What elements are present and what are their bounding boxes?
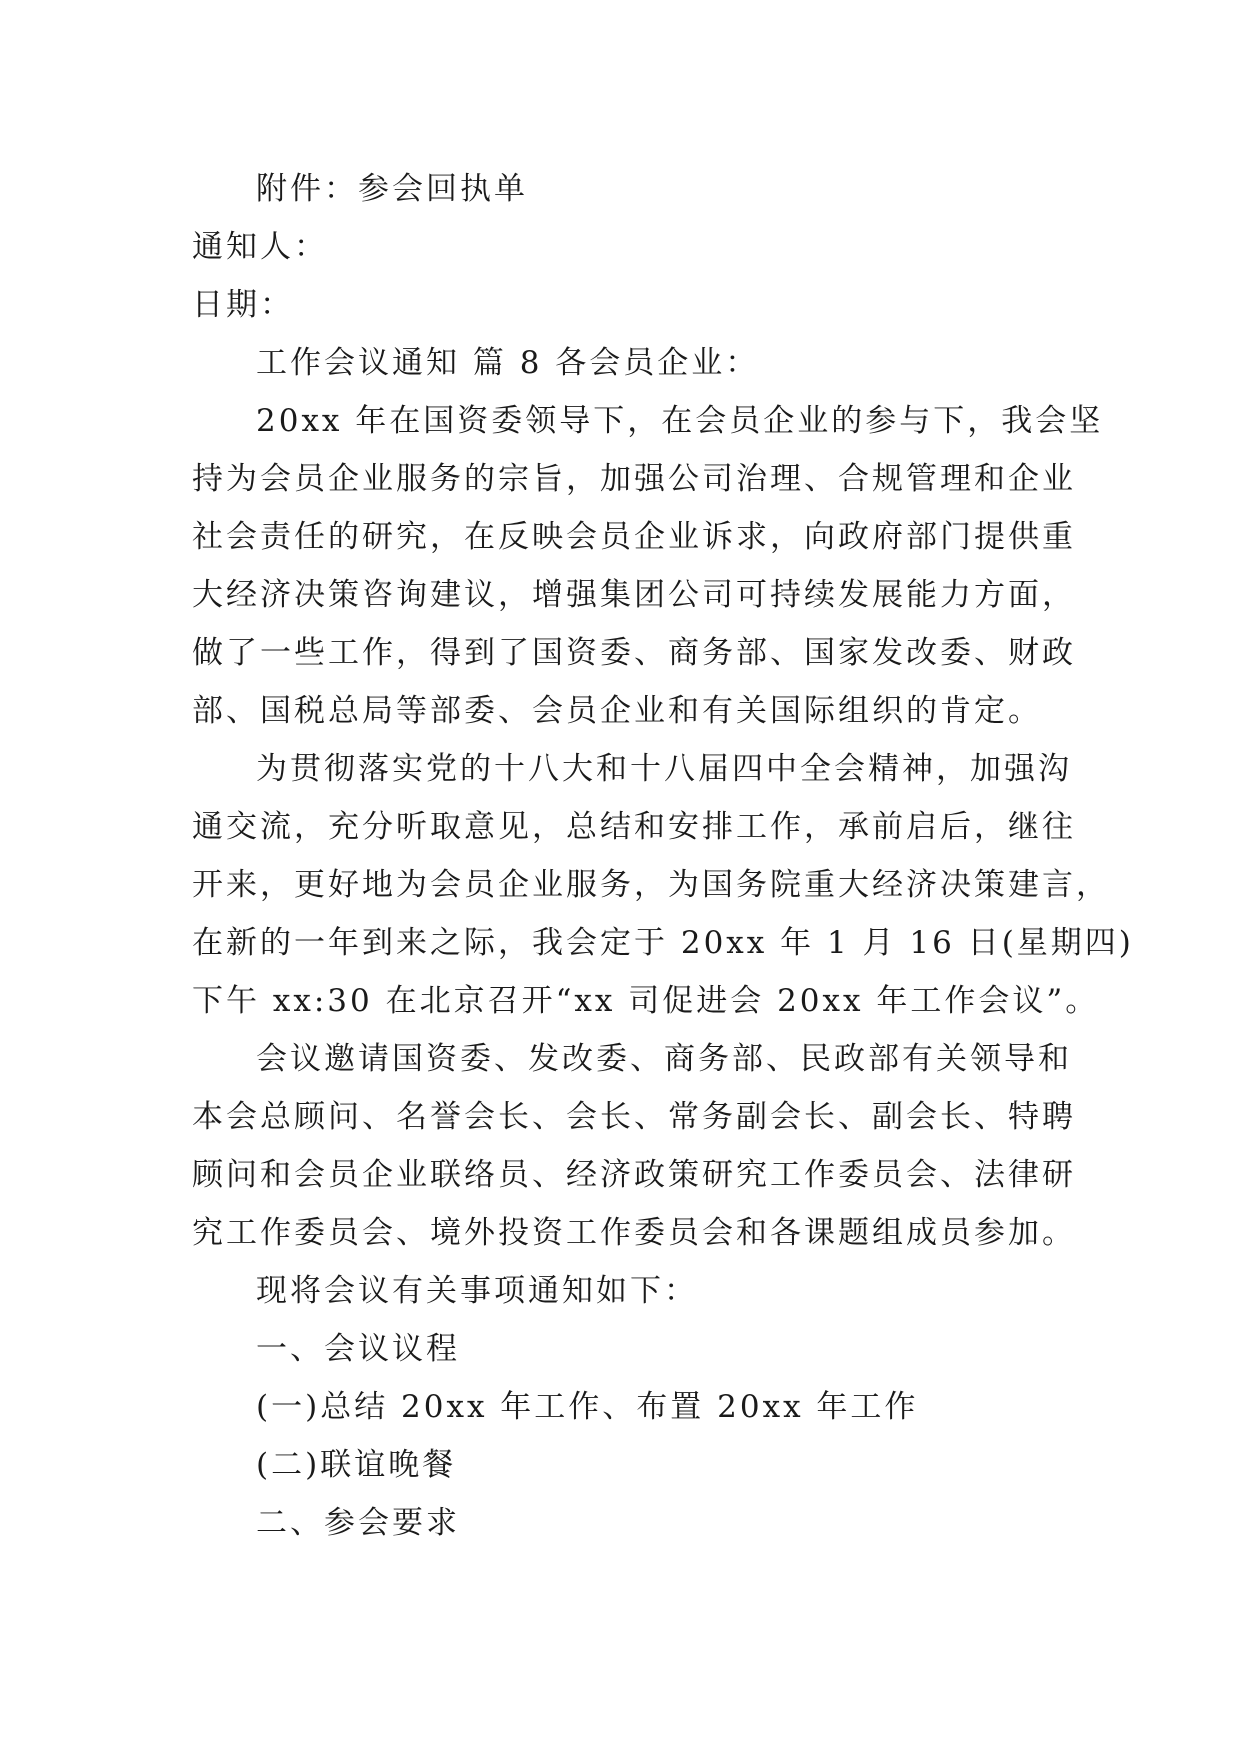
paragraph-line: 会议邀请国资委、发改委、商务部、民政部有关领导和 xyxy=(256,1041,1072,1077)
attachment-line: 附件：参会回执单 xyxy=(256,171,528,207)
paragraph-line: 大经济决策咨询建议，增强集团公司可持续发展能力方面， xyxy=(192,577,1076,613)
paragraph-line: 持为会员企业服务的宗旨，加强公司治理、合规管理和企业 xyxy=(192,461,1076,497)
paragraph-line: 现将会议有关事项通知如下： xyxy=(256,1273,698,1309)
paragraph-line: 顾问和会员企业联络员、经济政策研究工作委员会、法律研 xyxy=(192,1157,1076,1193)
section-heading: 一、会议议程 xyxy=(256,1331,460,1367)
paragraph-line: 做了一些工作，得到了国资委、商务部、国家发改委、财政 xyxy=(192,635,1076,671)
notice-heading: 工作会议通知 篇 8 各会员企业： xyxy=(256,345,760,381)
notifier-line: 通知人： xyxy=(192,229,328,265)
paragraph-line: 通交流，充分听取意见，总结和安排工作，承前启后，继往 xyxy=(192,809,1076,845)
date-line: 日期： xyxy=(192,287,294,323)
paragraph-line: 部、国税总局等部委、会员企业和有关国际组织的肯定。 xyxy=(192,693,1042,729)
agenda-item: (一)总结 20xx 年工作、布置 20xx 年工作 xyxy=(256,1389,919,1425)
document-body xyxy=(192,160,1134,1552)
paragraph-line: 社会责任的研究，在反映会员企业诉求，向政府部门提供重 xyxy=(192,519,1076,555)
paragraph-line: 下午 xx:30 在北京召开“xx 司促进会 20xx 年工作会议”。 xyxy=(192,983,1100,1019)
paragraph-line: 20xx 年在国资委领导下，在会员企业的参与下，我会坚 xyxy=(256,403,1104,439)
agenda-item: (二)联谊晚餐 xyxy=(256,1447,457,1483)
section-heading: 二、参会要求 xyxy=(256,1505,460,1541)
paragraph-line: 究工作委员会、境外投资工作委员会和各课题组成员参加。 xyxy=(192,1215,1076,1251)
paragraph-line: 为贯彻落实党的十八大和十八届四中全会精神，加强沟 xyxy=(256,751,1072,787)
paragraph-line: 本会总顾问、名誉会长、会长、常务副会长、副会长、特聘 xyxy=(192,1099,1076,1135)
paragraph-line: 在新的一年到来之际，我会定于 20xx 年 1 月 16 日(星期四) xyxy=(192,925,1134,961)
paragraph-line: 开来，更好地为会员企业服务，为国务院重大经济决策建言， xyxy=(192,867,1110,903)
